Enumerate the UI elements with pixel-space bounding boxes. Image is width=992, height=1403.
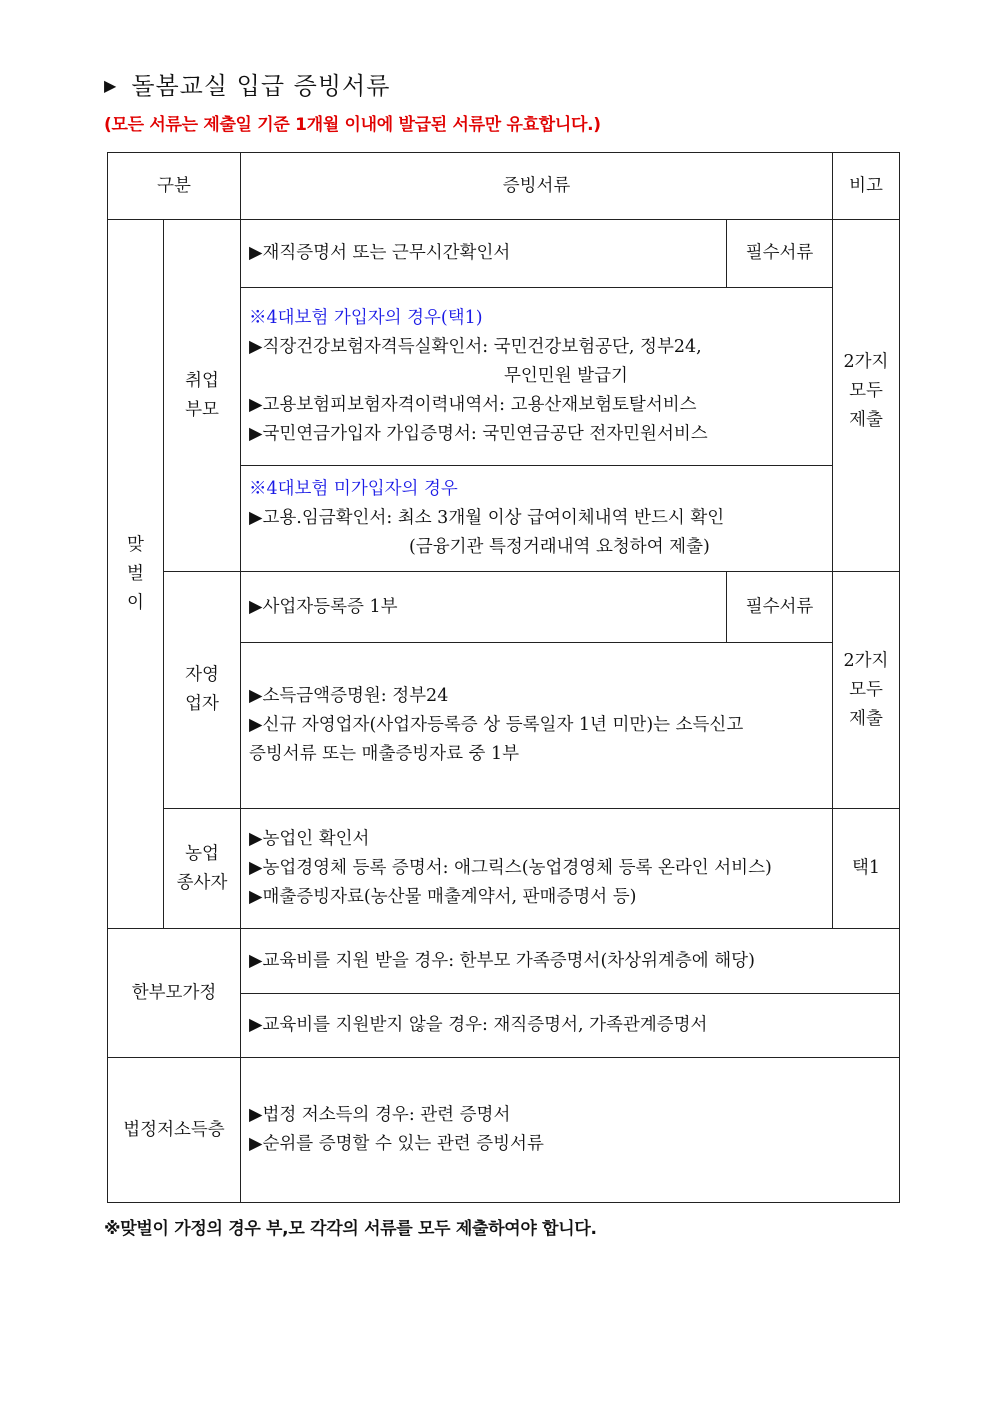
employed-insured-docs <box>240 287 833 466</box>
insured-line: ▶국민연금가입자 가입증명서: 국민연금공단 전자민원서비스 <box>249 424 708 444</box>
employed-remark-line: 제출 <box>849 410 883 430</box>
header-category: 구분 <box>107 152 241 220</box>
single-parent-doc-1 <box>240 928 900 994</box>
documents-table <box>107 152 900 1203</box>
single-parent-line: ▶교육비를 지원받지 않을 경우: 재직증명서, 가족관계증명서 <box>249 1015 708 1035</box>
farmer-label <box>163 808 241 929</box>
insured-line: 무인민원 발급기 <box>504 366 628 386</box>
farmer-label-line: 농업 <box>185 843 219 864</box>
self-employed-remark <box>832 571 900 809</box>
insured-line: ▶직장건강보험자격득실확인서: 국민건강보험공단, 정부24, <box>249 337 702 357</box>
self-employed-remark-line: 모두 <box>849 679 883 700</box>
single-parent-doc-2 <box>240 993 900 1058</box>
employed-remark-line: 모두 <box>849 381 883 401</box>
self-employed-required-doc <box>240 571 727 643</box>
self-employed-line: ▶신규 자영업자(사업자등록증 상 등록일자 1년 미만)는 소득신고 <box>249 715 744 735</box>
single-parent-label: 한부모가정 <box>107 928 241 1058</box>
self-employed-label-line: 업자 <box>185 694 219 714</box>
employed-parent-label-line: 취업 <box>185 370 219 391</box>
insured-heading: ※4대보험 가입자의 경우(택1) <box>249 308 483 328</box>
dual-income-label-line: 맞 <box>127 534 144 555</box>
employed-remark <box>832 219 900 572</box>
farmer-remark: 택1 <box>832 808 900 929</box>
low-income-line: ▶법정 저소득의 경우: 관련 증명서 <box>249 1105 511 1125</box>
dual-income-label-line: 벌 <box>127 563 144 584</box>
self-employed-line: 증빙서류 또는 매출증빙자료 중 1부 <box>249 744 520 764</box>
employed-parent-label <box>163 219 241 572</box>
page-title-text: 돌봄교실 입급 증빙서류 <box>131 72 391 100</box>
low-income-line: ▶순위를 증명할 수 있는 관련 증빙서류 <box>249 1134 544 1154</box>
self-employed-required-doc-text: ▶사업자등록증 1부 <box>249 596 398 617</box>
page-title <box>104 66 390 101</box>
single-parent-line: ▶교육비를 지원 받을 경우: 한부모 가족증명서(차상위계층에 해당) <box>249 950 755 971</box>
employed-uninsured-docs <box>240 465 833 572</box>
low-income-label: 법정저소득층 <box>107 1057 241 1203</box>
low-income-docs <box>240 1057 900 1203</box>
self-employed-remark-line: 2가지 <box>843 650 889 671</box>
employed-remark-line: 2가지 <box>843 352 889 372</box>
self-employed-line: ▶소득금액증명원: 정부24 <box>249 686 449 706</box>
insured-line: ▶고용보험피보험자격이력내역서: 고용산재보험토탈서비스 <box>249 395 697 415</box>
footnote: ※맞벌이 가정의 경우 부,모 각각의 서류를 모두 제출하여야 합니다. <box>104 1219 597 1239</box>
uninsured-line: ▶고용.임금확인서: 최소 3개월 이상 급여이체내역 반드시 확인 <box>249 508 725 528</box>
farmer-docs <box>240 808 833 929</box>
triangle-bullet-icon: ▶ <box>104 76 118 95</box>
self-employed-label <box>163 571 241 809</box>
header-remarks: 비고 <box>832 152 900 220</box>
self-employed-remark-line: 제출 <box>849 708 883 729</box>
uninsured-heading: ※4대보험 미가입자의 경우 <box>249 479 458 499</box>
self-employed-label-line: 자영 <box>185 665 219 685</box>
self-employed-docs <box>240 642 833 809</box>
employed-required-doc-text: ▶재직증명서 또는 근무시간확인서 <box>249 243 511 263</box>
employed-required-tag: 필수서류 <box>726 219 833 288</box>
employed-required-doc <box>240 219 727 288</box>
validity-notice: (모든 서류는 제출일 기준 1개월 이내에 발급된 서류만 유효합니다.) <box>104 115 601 135</box>
dual-income-label <box>107 219 164 929</box>
farmer-line: ▶농업인 확인서 <box>249 829 370 849</box>
self-employed-required-tag: 필수서류 <box>726 571 833 643</box>
farmer-line: ▶농업경영체 등록 증명서: 애그릭스(농업경영체 등록 온라인 서비스) <box>249 858 772 878</box>
dual-income-label-line: 이 <box>127 592 144 613</box>
farmer-label-line: 종사자 <box>176 872 228 893</box>
farmer-line: ▶매출증빙자료(농산물 매출계약서, 판매증명서 등) <box>249 887 637 907</box>
employed-parent-label-line: 부모 <box>185 399 219 420</box>
header-documents: 증빙서류 <box>240 152 833 220</box>
uninsured-line: (금융기관 특정거래내역 요청하여 제출) <box>409 537 710 557</box>
